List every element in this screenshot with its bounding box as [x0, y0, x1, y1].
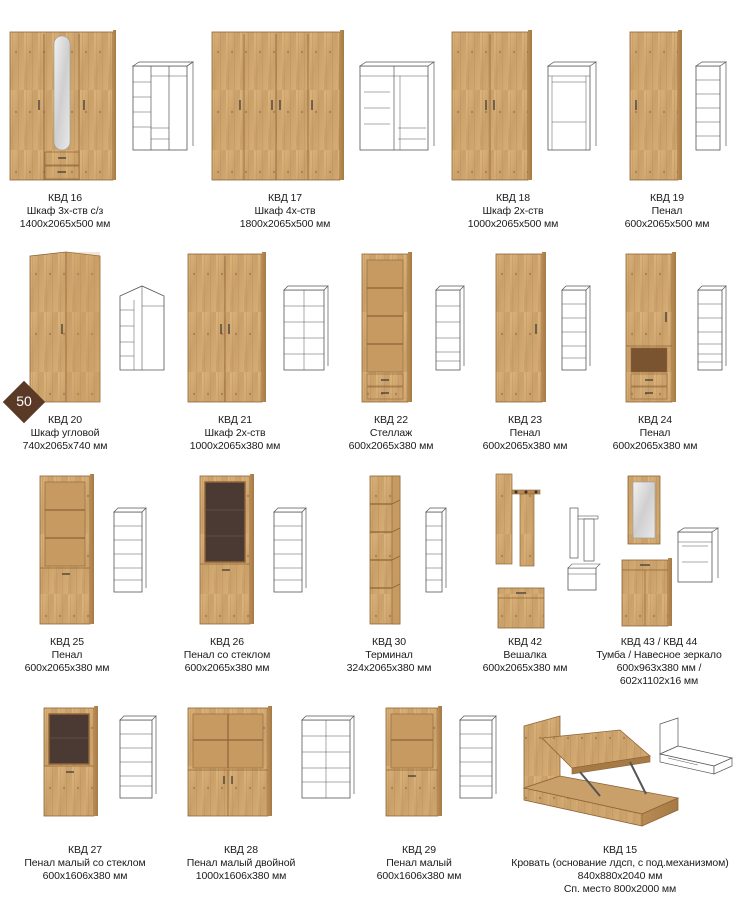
product-image-kvd42 [496, 474, 548, 630]
product-image-kvd28 [188, 706, 272, 818]
product-image-kvd18 [452, 30, 532, 182]
page-number-badge: 50 [2, 380, 46, 424]
caption-kvd20: КВД 20 Шкаф угловой 740х2065х740 мм [22, 414, 108, 452]
line-drawing-kvd22 [436, 286, 464, 372]
line-drawing-kvd20 [120, 286, 164, 372]
product-image-kvd29 [386, 706, 442, 818]
line-drawing-kvd18 [548, 62, 596, 152]
line-drawing-kvd26 [274, 508, 306, 594]
product-image-kvd21 [188, 252, 266, 404]
product-image-kvd25 [40, 474, 94, 626]
product-image-kvd43-44 [620, 474, 672, 630]
line-drawing-kvd15 [658, 716, 734, 776]
caption-kvd30: КВД 30 Терминал 324х2065х380 мм [346, 636, 432, 674]
product-image-kvd19 [630, 30, 682, 182]
line-drawing-kvd28 [302, 716, 354, 800]
line-drawing-kvd16 [133, 62, 193, 152]
caption-kvd24: КВД 24 Пенал 600х2065х380 мм [612, 414, 698, 452]
product-image-kvd26 [200, 474, 254, 626]
caption-kvd28: КВД 28 Пенал малый двойной 1000х1606х380 мм [186, 844, 296, 882]
line-drawing-kvd23 [562, 286, 590, 372]
product-image-kvd24 [626, 252, 676, 404]
caption-kvd29: КВД 29 Пенал малый 600х1606х380 мм [376, 844, 462, 882]
line-drawing-kvd43 [678, 528, 718, 584]
product-image-kvd22 [362, 252, 412, 404]
product-image-kvd17 [212, 30, 344, 182]
line-drawing-kvd21 [284, 286, 328, 372]
line-drawing-kvd42 [566, 508, 602, 594]
line-drawing-kvd30 [426, 508, 446, 594]
line-drawing-kvd25 [114, 508, 146, 594]
product-image-kvd16 [10, 30, 116, 182]
caption-kvd26: КВД 26 Пенал со стеклом 600х2065х380 мм [183, 636, 271, 674]
line-drawing-kvd19 [696, 62, 726, 152]
caption-kvd42: КВД 42 Вешалка 600х2065х380 мм [482, 636, 568, 674]
caption-kvd18: КВД 18 Шкаф 2х-ств 1000х2065х500 мм [467, 192, 559, 230]
caption-kvd21: КВД 21 Шкаф 2х-ств 1000х2065х380 мм [189, 414, 281, 452]
caption-kvd19: КВД 19 Пенал 600х2065х500 мм [624, 192, 710, 230]
product-image-kvd23 [496, 252, 546, 404]
caption-kvd16: КВД 16 Шкаф 3х-ств с/з 1400х2065х500 мм [19, 192, 111, 230]
caption-kvd27: КВД 27 Пенал малый со стеклом 600х1606х380 мм [24, 844, 146, 882]
line-drawing-kvd27 [120, 716, 156, 800]
caption-kvd25: КВД 25 Пенал 600х2065х380 мм [24, 636, 110, 674]
caption-kvd17: КВД 17 Шкаф 4х-ств 1800х2065х500 мм [239, 192, 331, 230]
caption-kvd23: КВД 23 Пенал 600х2065х380 мм [482, 414, 568, 452]
line-drawing-kvd24 [698, 286, 726, 372]
caption-kvd43-44: КВД 43 / КВД 44 Тумба / Навесное зеркало 600х963х380 мм / 602х1102х16 мм [596, 636, 722, 687]
product-image-kvd27 [44, 706, 98, 818]
line-drawing-kvd17 [360, 62, 434, 152]
product-image-kvd30 [370, 474, 404, 626]
line-drawing-kvd29 [460, 716, 496, 800]
caption-kvd15: КВД 15 Кровать (основание лдсп, с под.механизмом) 840х880х2040 мм Сп. место 800х2000 мм [511, 844, 729, 895]
caption-kvd22: КВД 22 Стеллаж 600х2065х380 мм [348, 414, 434, 452]
